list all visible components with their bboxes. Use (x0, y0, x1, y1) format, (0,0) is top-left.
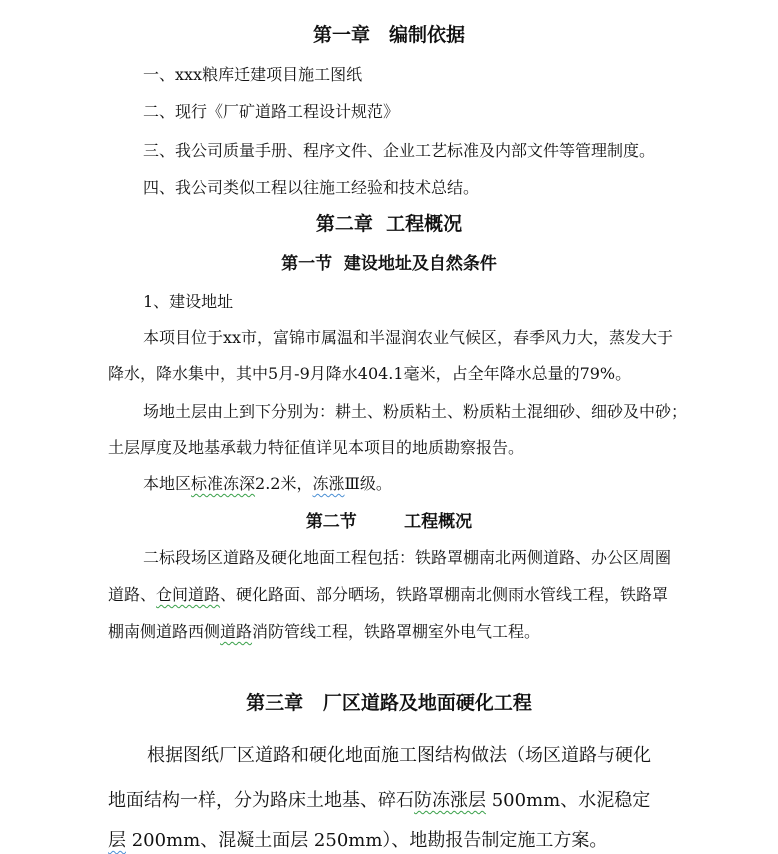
basis-item-3: 三、我公司质量手册、程序文件、企业工艺标准及内部文件等管理制度。 (143, 141, 656, 160)
chapter3-line3-suffix: 200mm、混凝土面层 250mm）、地勘报告制定施工方案。 (126, 830, 608, 851)
basis-item-4: 四、我公司类似工程以往施工经验和技术总结。 (143, 178, 480, 197)
basis-item-1: 一、xxx粮库迁建项目施工图纸 (143, 65, 363, 84)
layer-term: 层 (108, 830, 126, 851)
section2-line2-prefix: 道路、 (108, 585, 157, 604)
section1-subheading: 1、建设地址 (143, 292, 234, 311)
chapter3-line2-suffix: 500mm、水泥稳定 (486, 790, 651, 811)
para3-line (143, 471, 392, 494)
section2-line3-prefix: 棚南侧道路西侧 (108, 622, 221, 641)
chapter3-title: 第三章 厂区道路及地面硬化工程 (246, 692, 532, 714)
para3-middle: 2.2米， (255, 474, 313, 493)
chapter3-line2 (108, 786, 650, 812)
frost-heave-term: 冻涨 (312, 474, 345, 493)
chapter3-line2-prefix: 地面结构一样，分为路床土地基、碎石 (108, 790, 414, 811)
antifreeze-layer-term: 防冻涨层 (414, 790, 486, 811)
road-term: 道路 (220, 622, 253, 641)
section1-title: 第一节 建设地址及自然条件 (281, 254, 497, 274)
frost-depth-term: 标准冻深 (191, 474, 256, 493)
section2-line3-suffix: 消防管线工程，铁路罩棚室外电气工程。 (252, 622, 541, 641)
section2-title: 第二节 工程概况 (305, 512, 473, 532)
para3-prefix: 本地区 (143, 474, 192, 493)
warehouse-road-term: 仓间道路 (156, 585, 221, 604)
para2-line1: 场地土层由上到下分别为：耕土、粉质粘土、粉质粘土混细砂、细砂及中砂； (143, 402, 688, 421)
chapter2-title: 第二章 工程概况 (315, 213, 463, 235)
section2-line2-suffix: 、硬化路面、部分晒场，铁路罩棚南北侧雨水管线工程，铁路罩 (220, 585, 669, 604)
chapter3-line1: 根据图纸厂区道路和硬化地面施工图结构做法（场区道路与硬化 (147, 745, 651, 766)
section2-line1: 二标段场区道路及硬化地面工程包括：铁路罩棚南北两侧道路、办公区周圈 (143, 548, 672, 567)
chapter3-line3 (108, 826, 607, 852)
para1-line2: 降水，降水集中，其中5月-9月降水404.1毫米，占全年降水总量的79%。 (108, 364, 632, 383)
para1-line1: 本项目位于xx市，富锦市属温和半湿润农业气候区，春季风力大，蒸发大于 (143, 328, 674, 347)
para3-suffix: Ⅲ级。 (344, 474, 392, 493)
para2-line2: 土层厚度及地基承载力特征值详见本项目的地质勘察报告。 (108, 438, 525, 457)
chapter1-title: 第一章 编制依据 (312, 24, 465, 46)
section2-line2 (108, 582, 668, 605)
basis-item-2: 二、现行《厂矿道路工程设计规范》 (143, 102, 400, 121)
section2-line3 (108, 619, 540, 642)
